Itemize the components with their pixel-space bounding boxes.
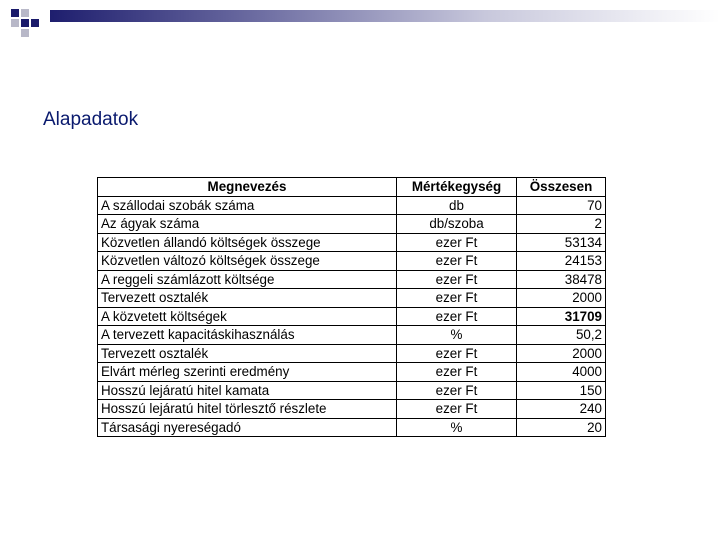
row-label: Az ágyak száma — [98, 215, 397, 234]
header-square-6 — [21, 29, 29, 37]
table-row — [98, 307, 606, 326]
table-header-row — [98, 178, 606, 197]
row-value: 70 — [517, 196, 606, 215]
data-table — [97, 177, 606, 437]
row-value: 150 — [517, 381, 606, 400]
row-value: 31709 — [517, 307, 606, 326]
row-label: Tervezett osztalék — [98, 344, 397, 363]
row-unit: ezer Ft — [397, 289, 517, 308]
table-row — [98, 215, 606, 234]
row-value: 20 — [517, 418, 606, 437]
row-label: Társasági nyereségadó — [98, 418, 397, 437]
row-unit: ezer Ft — [397, 307, 517, 326]
row-unit: ezer Ft — [397, 344, 517, 363]
row-unit: ezer Ft — [397, 381, 517, 400]
row-label: Közvetlen állandó költségek összege — [98, 233, 397, 252]
row-unit: ezer Ft — [397, 270, 517, 289]
header-megnevezes: Megnevezés — [98, 178, 397, 197]
table-row — [98, 289, 606, 308]
row-unit: ezer Ft — [397, 400, 517, 419]
row-unit: % — [397, 418, 517, 437]
row-label: Hosszú lejáratú hitel törlesztő részlete — [98, 400, 397, 419]
row-value: 50,2 — [517, 326, 606, 345]
table-row — [98, 196, 606, 215]
table-row — [98, 363, 606, 382]
row-unit: ezer Ft — [397, 363, 517, 382]
row-unit: db/szoba — [397, 215, 517, 234]
row-value: 24153 — [517, 252, 606, 271]
table-row — [98, 381, 606, 400]
table-row — [98, 233, 606, 252]
row-label: A tervezett kapacitáskihasználás — [98, 326, 397, 345]
row-unit: % — [397, 326, 517, 345]
header-square-4 — [21, 19, 29, 27]
header-square-5 — [31, 19, 39, 27]
row-unit: ezer Ft — [397, 233, 517, 252]
row-label: A szállodai szobák száma — [98, 196, 397, 215]
row-unit: ezer Ft — [397, 252, 517, 271]
table-row — [98, 418, 606, 437]
table-row — [98, 326, 606, 345]
table-row — [98, 270, 606, 289]
row-label: Elvárt mérleg szerinti eredmény — [98, 363, 397, 382]
row-value: 53134 — [517, 233, 606, 252]
row-label: Közvetlen változó költségek összege — [98, 252, 397, 271]
page-title: Alapadatok — [43, 109, 139, 130]
header-square-1 — [11, 9, 19, 17]
row-value: 2 — [517, 215, 606, 234]
header-square-3 — [11, 19, 19, 27]
row-value: 2000 — [517, 344, 606, 363]
header-square-2 — [21, 9, 29, 17]
table-row — [98, 400, 606, 419]
row-value: 4000 — [517, 363, 606, 382]
row-value: 38478 — [517, 270, 606, 289]
row-label: A közvetett költségek — [98, 307, 397, 326]
row-unit: db — [397, 196, 517, 215]
header-gradient-bar — [50, 10, 720, 22]
row-label: A reggeli számlázott költsége — [98, 270, 397, 289]
header-mertekegyseg: Mértékegység — [397, 178, 517, 197]
table-row — [98, 344, 606, 363]
row-value: 2000 — [517, 289, 606, 308]
row-label: Tervezett osztalék — [98, 289, 397, 308]
row-value: 240 — [517, 400, 606, 419]
header-osszesen: Összesen — [517, 178, 606, 197]
table-row — [98, 252, 606, 271]
row-label: Hosszú lejáratú hitel kamata — [98, 381, 397, 400]
